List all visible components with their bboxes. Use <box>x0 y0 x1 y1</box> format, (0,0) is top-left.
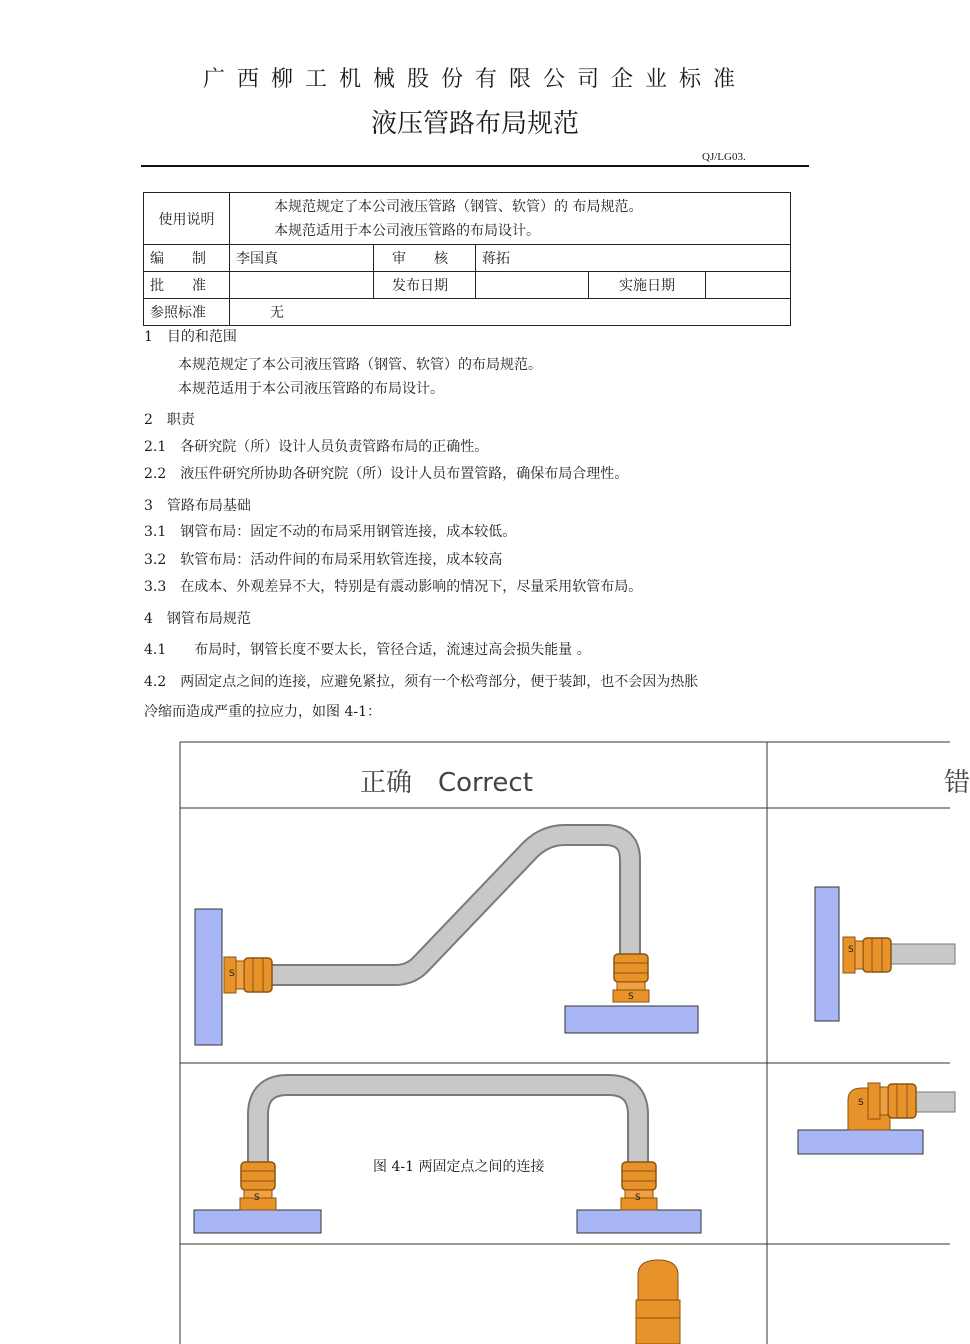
figure-header-wrong: 错 <box>944 768 970 798</box>
steel-pipe <box>915 1092 955 1112</box>
mount-plate <box>565 1006 698 1033</box>
section-3-2: 3.2 软管布局：活动件间的布局采用软管连接，成本较高 <box>144 552 503 568</box>
steel-pipe <box>270 835 630 975</box>
document-title: 液压管路布局规范 <box>370 109 579 139</box>
company-name: 广西柳工机械股份有限公司企业标准 <box>202 67 747 92</box>
section-1-para-1: 本规范规定了本公司液压管路（钢管、软管）的布局规范。 <box>178 357 542 373</box>
figure-header-correct: 正确 Correct <box>360 768 533 798</box>
section-4-heading: 4 钢管布局规范 <box>144 611 251 627</box>
steel-pipe-fill <box>270 835 630 975</box>
steel-pipe-fill <box>258 1085 638 1165</box>
fitting-nut <box>843 937 891 973</box>
steel-pipe <box>258 1085 638 1165</box>
publish-label: 发布日期 <box>374 272 476 299</box>
mount-plate <box>195 909 222 1045</box>
nut-mark: S <box>635 1193 641 1203</box>
nut-mark: S <box>848 945 854 955</box>
usage-line-1: 本规范规定了本公司液压管路（钢管、软管）的 布局规范。 <box>274 198 643 215</box>
review-label: 审 核 <box>374 245 476 272</box>
figure-caption: 图 4-1 两固定点之间的连接 <box>373 1159 545 1175</box>
section-2-2: 2.2 液压件研究所协助各研究院（所）设计人员布置管路，确保布局合理性。 <box>144 466 629 482</box>
section-4-2-line-2: 冷缩而造成严重的拉应力，如图 4-1： <box>144 704 381 720</box>
nut-mark: S <box>858 1098 864 1108</box>
document-code: QJ/LG03. <box>702 151 746 163</box>
section-1-heading: 1 目的和范围 <box>144 329 237 345</box>
nut-mark: S <box>254 1193 260 1203</box>
section-4-1: 4.1 布局时，钢管长度不要太长，管径合适，流速过高会损失能量 。 <box>144 642 591 658</box>
section-3-heading: 3 管路布局基础 <box>144 498 251 514</box>
steel-pipe <box>885 944 955 964</box>
elbow-fitting <box>636 1260 680 1344</box>
section-4-2-line-1: 4.2 两固定点之间的连接，应避免紧拉，须有一个松弯部分，便于装卸，也不会因为热胀 <box>144 674 699 690</box>
ref-value: 无 <box>230 299 791 326</box>
effective-label: 实施日期 <box>589 272 706 299</box>
mount-plate <box>577 1210 701 1233</box>
ref-label: 参照标准 <box>144 299 230 326</box>
review-value: 蒋拓 <box>476 245 791 272</box>
fitting-nut <box>868 1083 916 1119</box>
section-1-para-2: 本规范适用于本公司液压管路的布局设计。 <box>178 381 444 397</box>
section-3-1: 3.1 钢管布局：固定不动的布局采用钢管连接，成本较低。 <box>144 524 517 540</box>
usage-line-2: 本规范适用于本公司液压管路的布局设计。 <box>274 222 540 239</box>
nut-mark: S <box>628 992 634 1002</box>
approve-label: 批 准 <box>144 272 230 299</box>
section-2-heading: 2 职责 <box>144 412 195 428</box>
mount-plate <box>815 887 839 1021</box>
section-2-1: 2.1 各研究院（所）设计人员负责管路布局的正确性。 <box>144 439 489 455</box>
compile-label: 编 制 <box>144 245 230 272</box>
mount-plate <box>798 1130 923 1154</box>
mount-plate <box>194 1210 321 1233</box>
section-3-3: 3.3 在成本、外观差异不大，特别是有震动影响的情况下，尽量采用软管布局。 <box>144 579 643 595</box>
usage-label: 使用说明 <box>144 193 230 245</box>
nut-mark: S <box>229 969 235 979</box>
compile-value: 李国真 <box>230 245 374 272</box>
